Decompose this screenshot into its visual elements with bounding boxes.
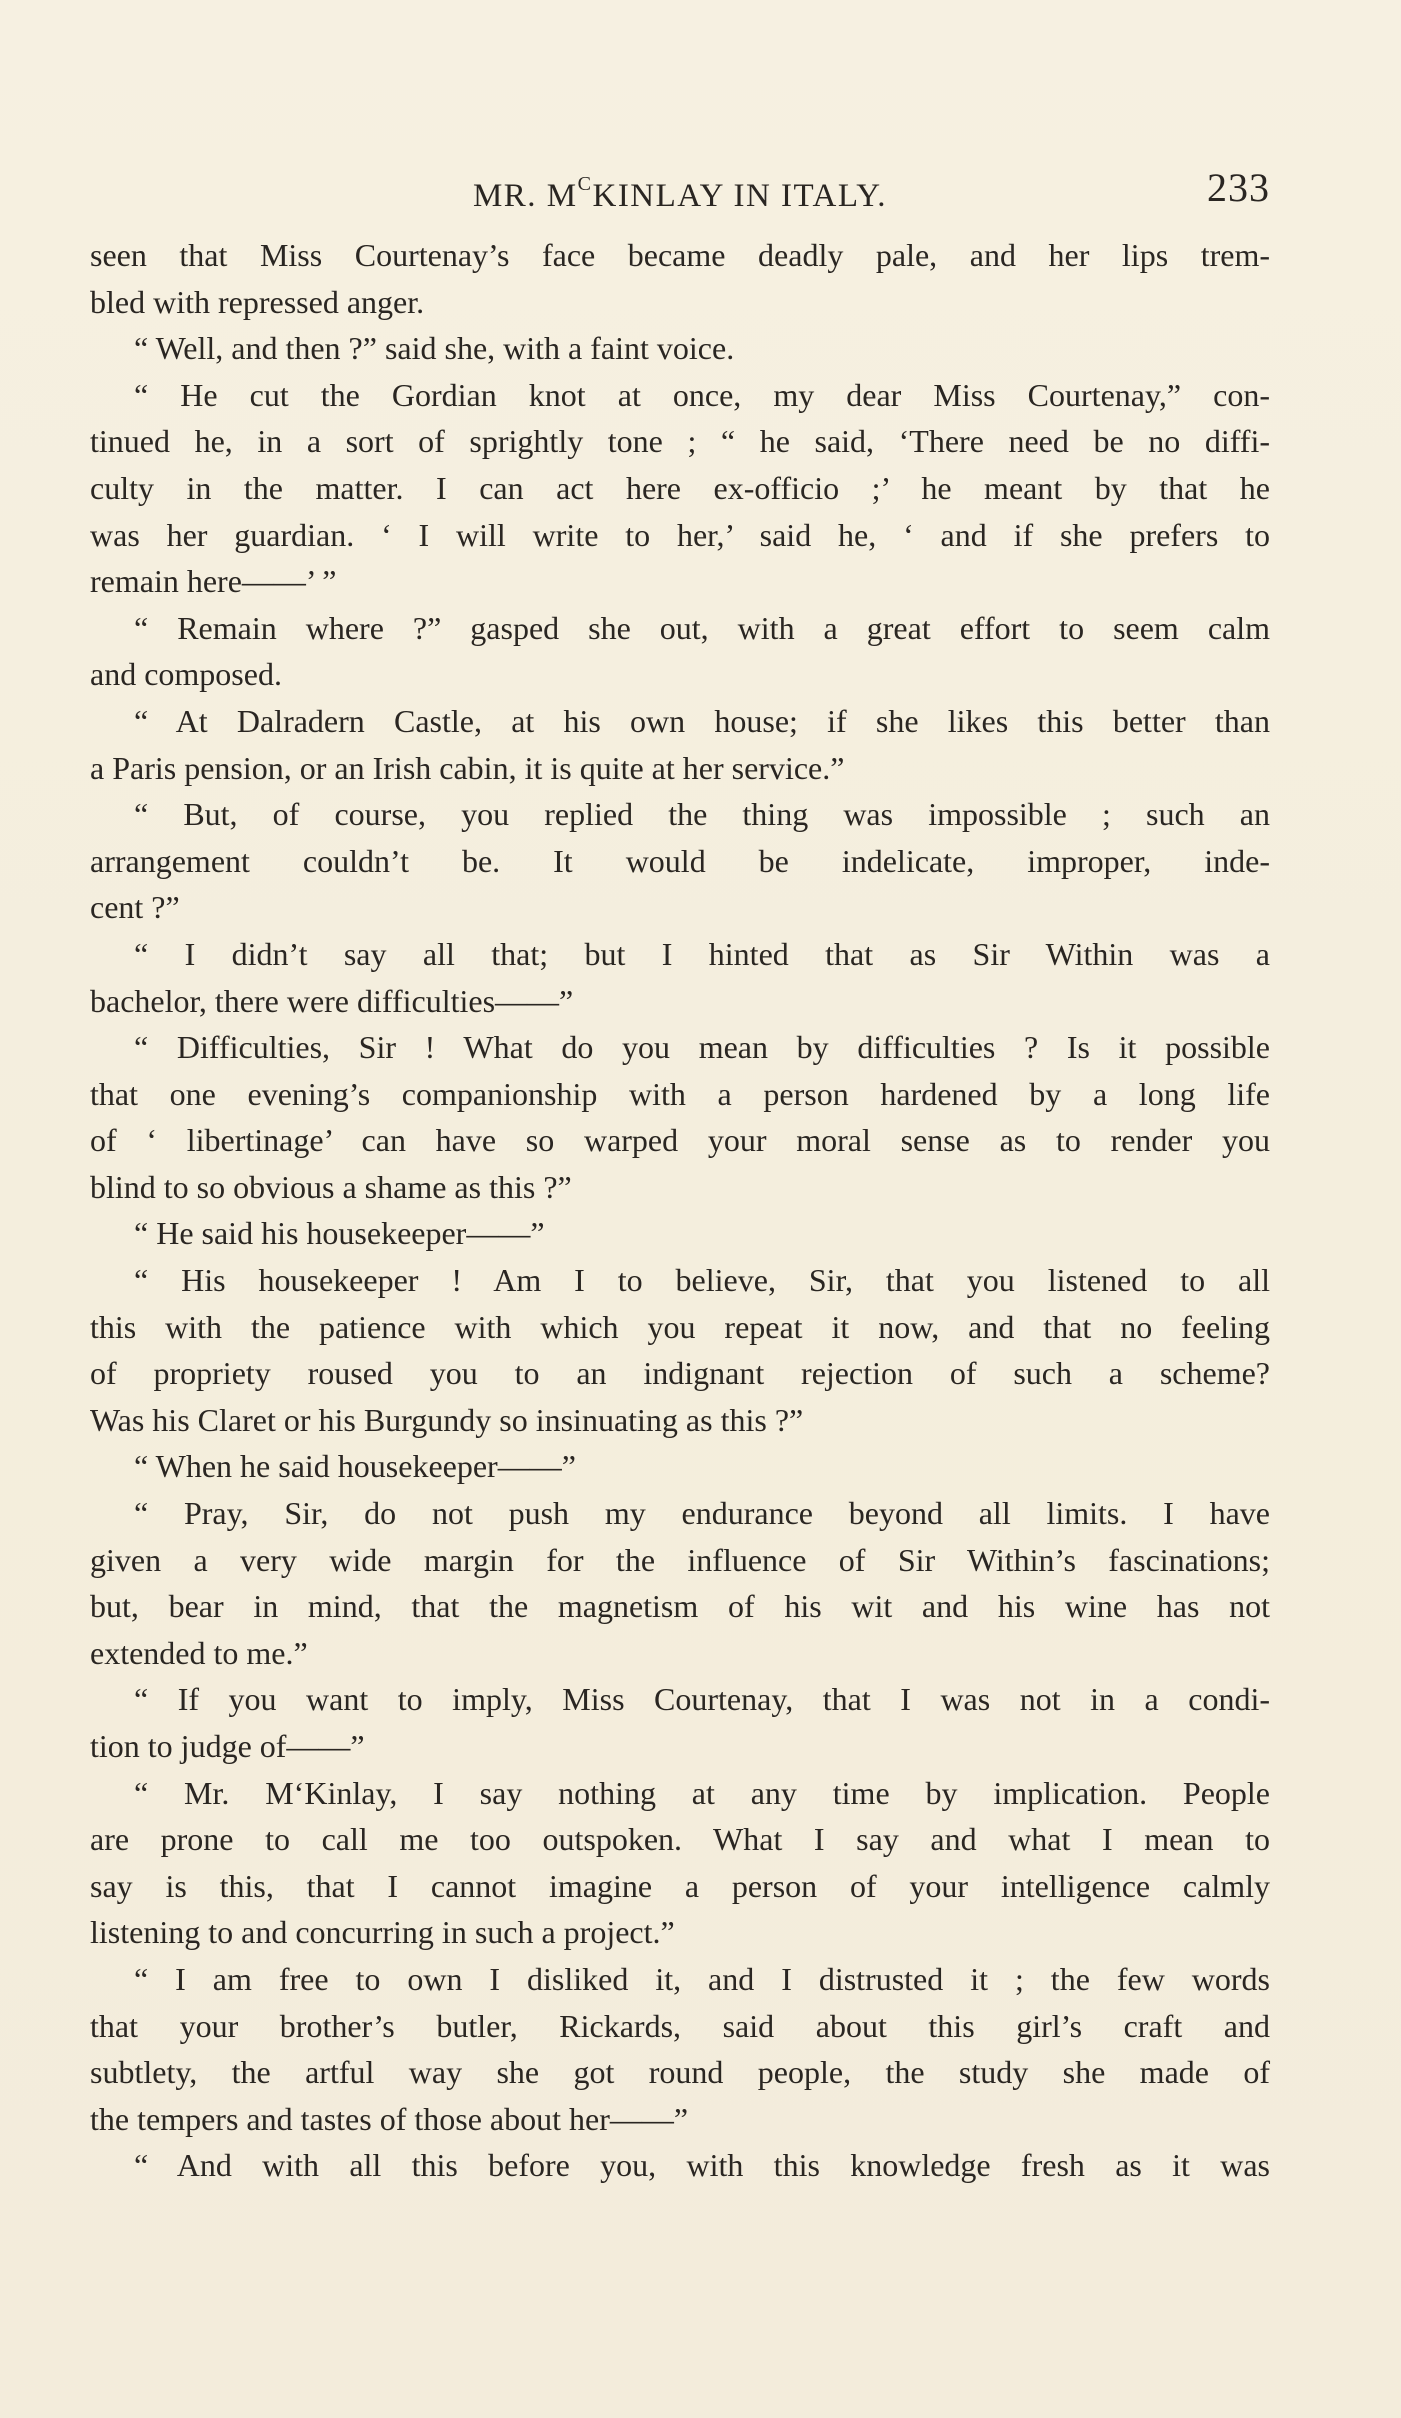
text-line: “ If you want to imply, Miss Courtenay, that I was not in a condi- — [134, 1681, 1270, 1718]
running-title-suffix: KINLAY IN ITALY. — [592, 178, 888, 214]
text-line: tion to judge of——” — [90, 1728, 365, 1764]
text-line: listening to and concurring in such a project.” — [90, 1914, 675, 1951]
text-line: a Paris pension, or an Irish cabin, it is quite at her service.” — [90, 749, 845, 786]
text-line: bled with repressed anger. — [90, 283, 425, 320]
text-line: “ He said his housekeeper——” — [134, 1215, 545, 1252]
text-line: “ At Dalradern Castle, at his own house; if she likes this better than — [134, 702, 1270, 739]
text-line: blind to so obvious a shame as this ?” — [90, 1168, 572, 1205]
running-title-superscript: C — [577, 173, 593, 195]
text-line: “ I am free to own I disliked it, and I distrusted it ; the few words — [134, 1960, 1270, 1997]
text-line: cent ?” — [90, 889, 180, 926]
page-number: 233 — [1207, 165, 1270, 210]
text-line: culty in the matter. I can act here ex-officio ;’ he meant by that he — [90, 469, 1270, 506]
text-line: “ Pray, Sir, do not push my endurance beyond all limits. I have — [134, 1495, 1270, 1532]
body-text — [90, 232, 1270, 2189]
text-line: the tempers and tastes of those about her——” — [90, 2100, 689, 2137]
text-line: this with the patience with which you repeat it now, and that no feeling — [90, 1308, 1270, 1345]
text-line: of ‘ libertinage’ can have so warped your moral sense as to render you — [90, 1122, 1270, 1159]
text-line: are prone to call me too outspoken. What I say and what I mean to — [90, 1821, 1270, 1858]
text-line: “ His housekeeper ! Am I to believe, Sir, that you listened to all — [134, 1262, 1270, 1299]
text-line: subtlety, the artful way she got round people, the study she made of — [90, 2054, 1270, 2091]
text-line: “ He cut the Gordian knot at once, my dear Miss Courtenay,” con- — [134, 376, 1270, 413]
text-line: given a very wide margin for the influence of Sir Within’s fascinations; — [90, 1541, 1270, 1578]
text-line: “ Well, and then ?” said she, with a faint voice. — [134, 330, 735, 367]
text-line: Was his Claret or his Burgundy so insinuating as this ?” — [90, 1401, 804, 1438]
text-line: bachelor, there were difficulties——” — [90, 982, 574, 1019]
text-line: “ But, of course, you replied the thing was impossible ; such an — [134, 796, 1270, 833]
text-line: say is this, that I cannot imagine a person of your intelligence calmly — [90, 1867, 1270, 1904]
running-title-prefix: MR. M — [472, 178, 578, 214]
text-line: “ Remain where ?” gasped she out, with a great effort to seem calm — [134, 609, 1270, 646]
text-line: “ When he said housekeeper——” — [134, 1448, 576, 1485]
text-line: that one evening’s companionship with a person hardened by a long life — [90, 1075, 1270, 1112]
text-line: remain here——’ ” — [90, 563, 337, 600]
running-title — [90, 158, 1270, 226]
text-line: “ And with all this before you, with this knowledge fresh as it was — [134, 2147, 1270, 2184]
text-line: and composed. — [90, 656, 282, 693]
text-line: “ Difficulties, Sir ! What do you mean by difficulties ? Is it possible — [134, 1029, 1270, 1066]
text-line: arrangement couldn’t be. It would be indelicate, improper, inde- — [90, 842, 1270, 879]
text-line: “ I didn’t say all that; but I hinted that as Sir Within was a — [134, 935, 1270, 972]
text-line: “ Mr. M‘Kinlay, I say nothing at any time by implication. People — [134, 1774, 1270, 1811]
text-line: that your brother’s butler, Rickards, said about this girl’s craft and — [90, 2007, 1270, 2044]
text-line: tinued he, in a sort of sprightly tone ; “ he said, ‘There need be no diffi- — [90, 423, 1270, 460]
text-line: extended to me.” — [90, 1634, 308, 1671]
text-line: was her guardian. ‘ I will write to her,’ said he, ‘ and if she prefers to — [90, 516, 1270, 553]
running-head — [90, 158, 1270, 218]
text-line: of propriety roused you to an indignant rejection of such a scheme? — [90, 1355, 1270, 1392]
text-line: seen that Miss Courtenay’s face became deadly pale, and her lips trem- — [90, 237, 1270, 273]
text-line: but, bear in mind, that the magnetism of his wit and his wine has not — [90, 1588, 1270, 1625]
